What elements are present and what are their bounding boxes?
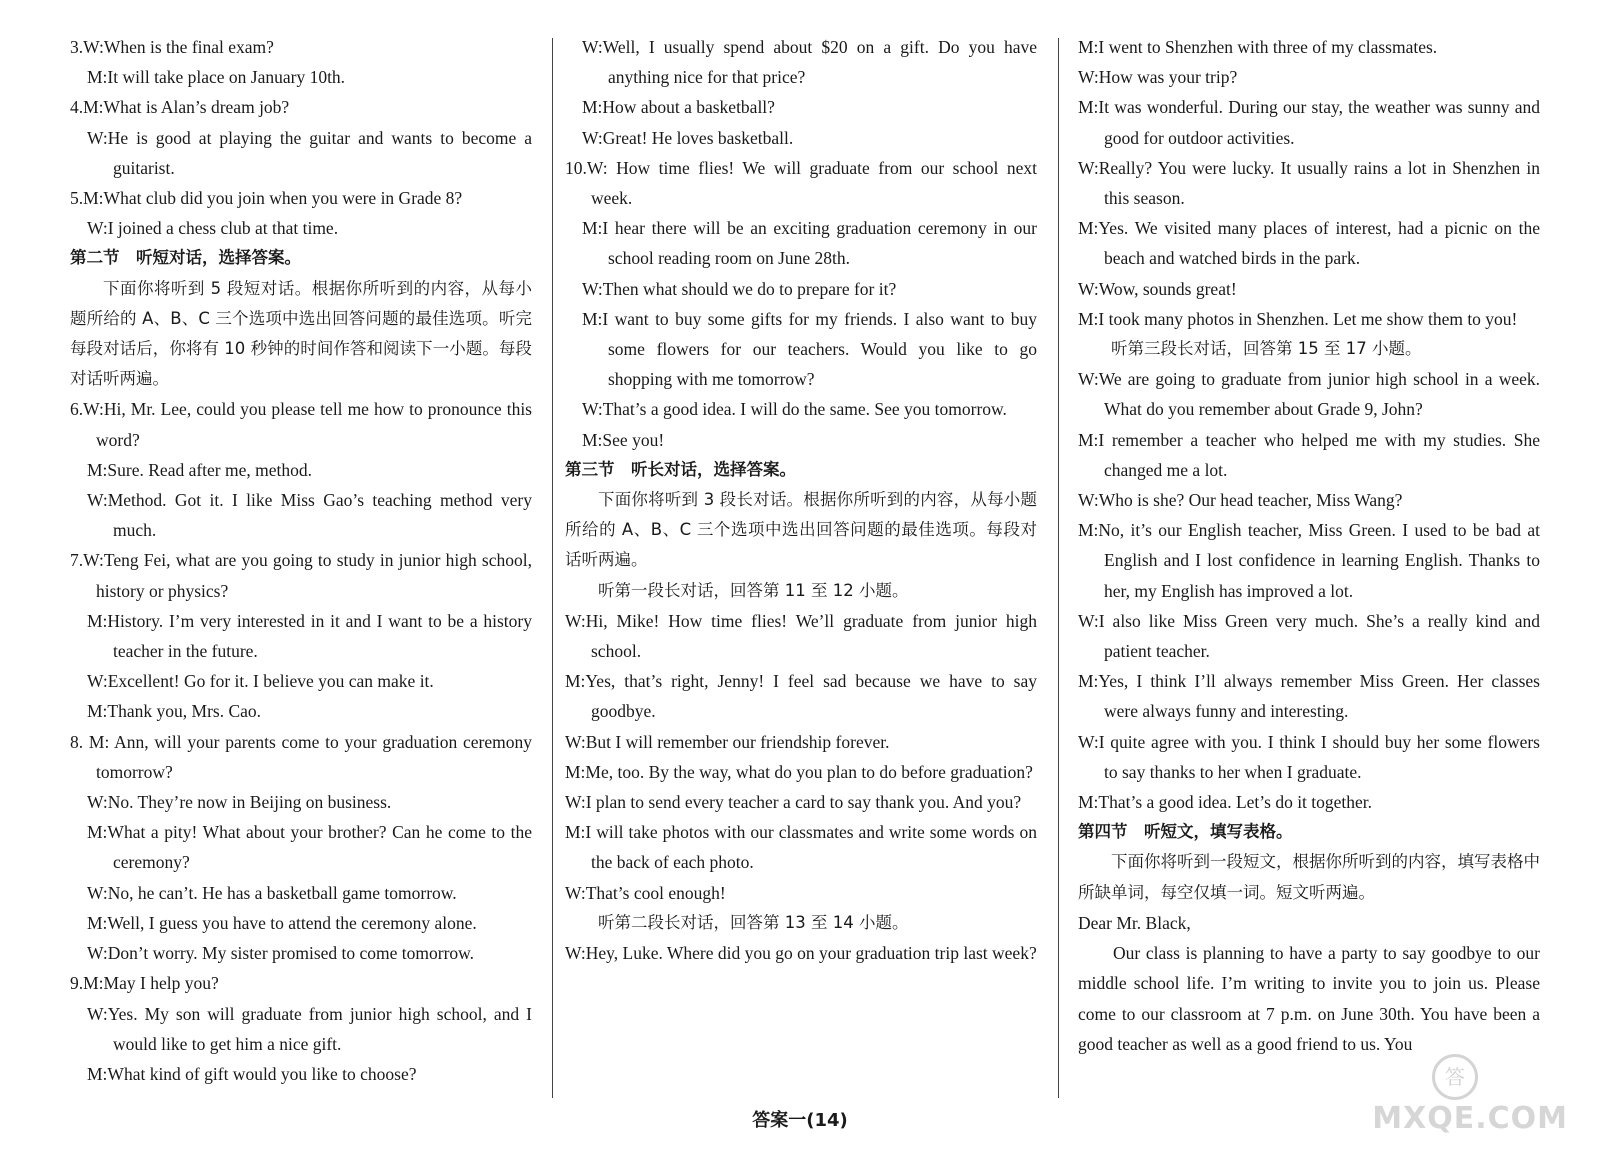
dialogue-line: M:That’s a good idea. Let’s do it together.: [1078, 792, 1373, 813]
dialogue-line: M:What a pity! What about your brother? Can he come to the ceremony?: [87, 822, 532, 873]
dialogue-line: 5.M:What club did you join when you were in Grade 8?: [70, 188, 463, 209]
dialogue-line: M:I remember a teacher who helped me with my studies. She changed me a lot.: [1078, 429, 1540, 480]
dialogue-line: W:No. They’re now in Beijing on business.: [87, 792, 392, 813]
sub-instruction: 听第三段长对话，回答第 15 至 17 小题。: [1111, 339, 1422, 359]
dialogue-line: 7.W:Teng Fei, what are you going to study in junior high school, history or physics?: [70, 550, 532, 601]
dialogue-line: W:I also like Miss Green very much. She’s a really kind and patient teacher.: [1078, 610, 1540, 662]
dialogue-line: M:See you!: [582, 429, 665, 450]
instruction-paragraph: 下面你将听到 3 段长对话。根据你所听到的内容，从每小题所给的 A、B、C 三个选项中选出回答问题的最佳选项。每段对话听两遍。: [565, 490, 1037, 570]
dialogue-line: 4.M:What is Alan’s dream job?: [70, 97, 290, 118]
dialogue-line: W:Don’t worry. My sister promised to come tomorrow.: [87, 943, 475, 964]
dialogue-line: M:Yes, that’s right, Jenny! I feel sad because we have to say goodbye.: [565, 671, 1037, 722]
dialogue-line: W:But I will remember our friendship forever.: [565, 731, 890, 752]
text-column-3: [1078, 32, 1540, 1059]
dialogue-line: W:I plan to send every teacher a card to say thank you. And you?: [565, 792, 1022, 813]
dialogue-line: M:How about a basketball?: [582, 97, 775, 118]
letter-salutation: Dear Mr. Black,: [1078, 912, 1191, 933]
section-heading: 第二节 听短对话，选择答案。: [70, 248, 301, 268]
instruction-paragraph: 下面你将听到 5 段短对话。根据你所听到的内容，从每小题所给的 A、B、C 三个选项中选出回答问题的最佳选项。听完每段对话后，你将有 10 秒钟的时间作答和阅读下一小题。每段对话听两遍。: [70, 278, 532, 389]
section-heading: 第三节 听长对话，选择答案。: [565, 459, 796, 479]
dialogue-line: M:What kind of gift would you like to choose?: [87, 1063, 417, 1084]
dialogue-line: M:Yes. We visited many places of interest, had a picnic on the beach and watched birds in the park.: [1078, 218, 1540, 269]
dialogue-line: W:Hey, Luke. Where did you go on your graduation trip last week?: [565, 943, 1037, 964]
dialogue-line: 10.W: How time flies! We will graduate from our school next week.: [565, 157, 1037, 209]
dialogue-line: W:Great! He loves basketball.: [582, 127, 794, 148]
dialogue-line: M:No, it’s our English teacher, Miss Green. I used to be bad at English and I lost confidence in learning English. Thanks to her, my English has improved a lot.: [1078, 520, 1540, 601]
dialogue-line: W:He is good at playing the guitar and wants to become a guitarist.: [87, 127, 532, 178]
sub-instruction: 听第一段长对话，回答第 11 至 12 小题。: [598, 580, 909, 600]
dialogue-line: M:I will take photos with our classmates and write some words on the back of each photo.: [565, 822, 1037, 873]
dialogue-line: M:Well, I guess you have to attend the ceremony alone.: [87, 912, 477, 933]
dialogue-line: W:How was your trip?: [1078, 67, 1238, 88]
dialogue-line: M:Yes, I think I’ll always remember Miss Green. Her classes were always funny and interesting.: [1078, 671, 1540, 722]
dialogue-line: W:No, he can’t. He has a basketball game tomorrow.: [87, 882, 457, 903]
dialogue-line: M:I hear there will be an exciting graduation ceremony in our school reading room on June 28th.: [582, 218, 1037, 269]
dialogue-line: W:Then what should we do to prepare for it?: [582, 278, 897, 299]
dialogue-line: W:That’s a good idea. I will do the same. See you tomorrow.: [582, 399, 1007, 420]
dialogue-line: W:Who is she? Our head teacher, Miss Wang?: [1078, 490, 1403, 511]
dialogue-line: W:That’s cool enough!: [565, 882, 726, 903]
dialogue-line: 6.W:Hi, Mr. Lee, could you please tell me how to pronounce this word?: [70, 399, 532, 450]
dialogue-line: M:I went to Shenzhen with three of my classmates.: [1078, 37, 1438, 57]
dialogue-line: W:We are going to graduate from junior high school in a week. What do you remember about Grade 9, John?: [1078, 369, 1540, 420]
dialogue-line: W:Really? You were lucky. It usually rains a lot in Shenzhen in this season.: [1078, 157, 1540, 209]
dialogue-line: M:I took many photos in Shenzhen. Let me show them to you!: [1078, 308, 1518, 329]
page-footer: 答案一(14): [752, 1110, 848, 1131]
dialogue-line: W:I joined a chess club at that time.: [87, 218, 339, 239]
text-column-2: [565, 32, 1037, 968]
letter-paragraph: Our class is planning to have a party to say goodbye to our middle school life. I’m writing to invite you to join us. Please come to our classroom at 7 p.m. on June 30th. You have been a good teacher as well as a good friend to us. You: [1078, 943, 1540, 1054]
dialogue-line: 3.W:When is the final exam?: [70, 37, 274, 57]
dialogue-line: W:Excellent! Go for it. I believe you can make it.: [87, 671, 434, 692]
dialogue-line: 8. M: Ann, will your parents come to your graduation ceremony tomorrow?: [70, 731, 532, 782]
dialogue-line: M:Me, too. By the way, what do you plan to do before graduation?: [565, 761, 1033, 782]
dialogue-line: W:Wow, sounds great!: [1078, 278, 1237, 299]
dialogue-line: M:History. I’m very interested in it and I want to be a history teacher in the future.: [87, 610, 532, 662]
section-heading: 第四节 听短文，填写表格。: [1078, 822, 1293, 842]
watermark: MXQE.COM: [1372, 1101, 1568, 1136]
dialogue-line: W:Method. Got it. I like Miss Gao’s teaching method very much.: [87, 490, 532, 541]
dialogue-line: M:Sure. Read after me, method.: [87, 459, 313, 480]
instruction-paragraph: 下面你将听到一段短文，根据你所听到的内容，填写表格中所缺单词，每空仅填一词。短文听两遍。: [1078, 852, 1540, 902]
dialogue-line: M:It was wonderful. During our stay, the weather was sunny and good for outdoor activities.: [1078, 97, 1540, 148]
dialogue-line: W:Hi, Mike! How time flies! We’ll graduate from junior high school.: [565, 610, 1037, 662]
text-column-1: [70, 32, 532, 1089]
sub-instruction: 听第二段长对话，回答第 13 至 14 小题。: [598, 912, 909, 932]
column-divider-2: [1058, 38, 1059, 1098]
watermark-badge: 答: [1432, 1054, 1478, 1100]
dialogue-line: M:Thank you, Mrs. Cao.: [87, 701, 262, 722]
dialogue-line: 9.M:May I help you?: [70, 973, 219, 994]
column-divider-1: [552, 38, 553, 1098]
dialogue-line: M:It will take place on January 10th.: [87, 67, 346, 88]
dialogue-line: W:Well, I usually spend about $20 on a gift. Do you have anything nice for that price?: [582, 37, 1037, 88]
dialogue-line: M:I want to buy some gifts for my friends. I also want to buy some flowers for our teachers. Would you like to go shopping with me tomorrow?: [582, 308, 1037, 390]
dialogue-line: W:I quite agree with you. I think I should buy her some flowers to say thanks to her when I graduate.: [1078, 731, 1540, 782]
dialogue-line: W:Yes. My son will graduate from junior high school, and I would like to get him a nice gift.: [87, 1003, 532, 1054]
